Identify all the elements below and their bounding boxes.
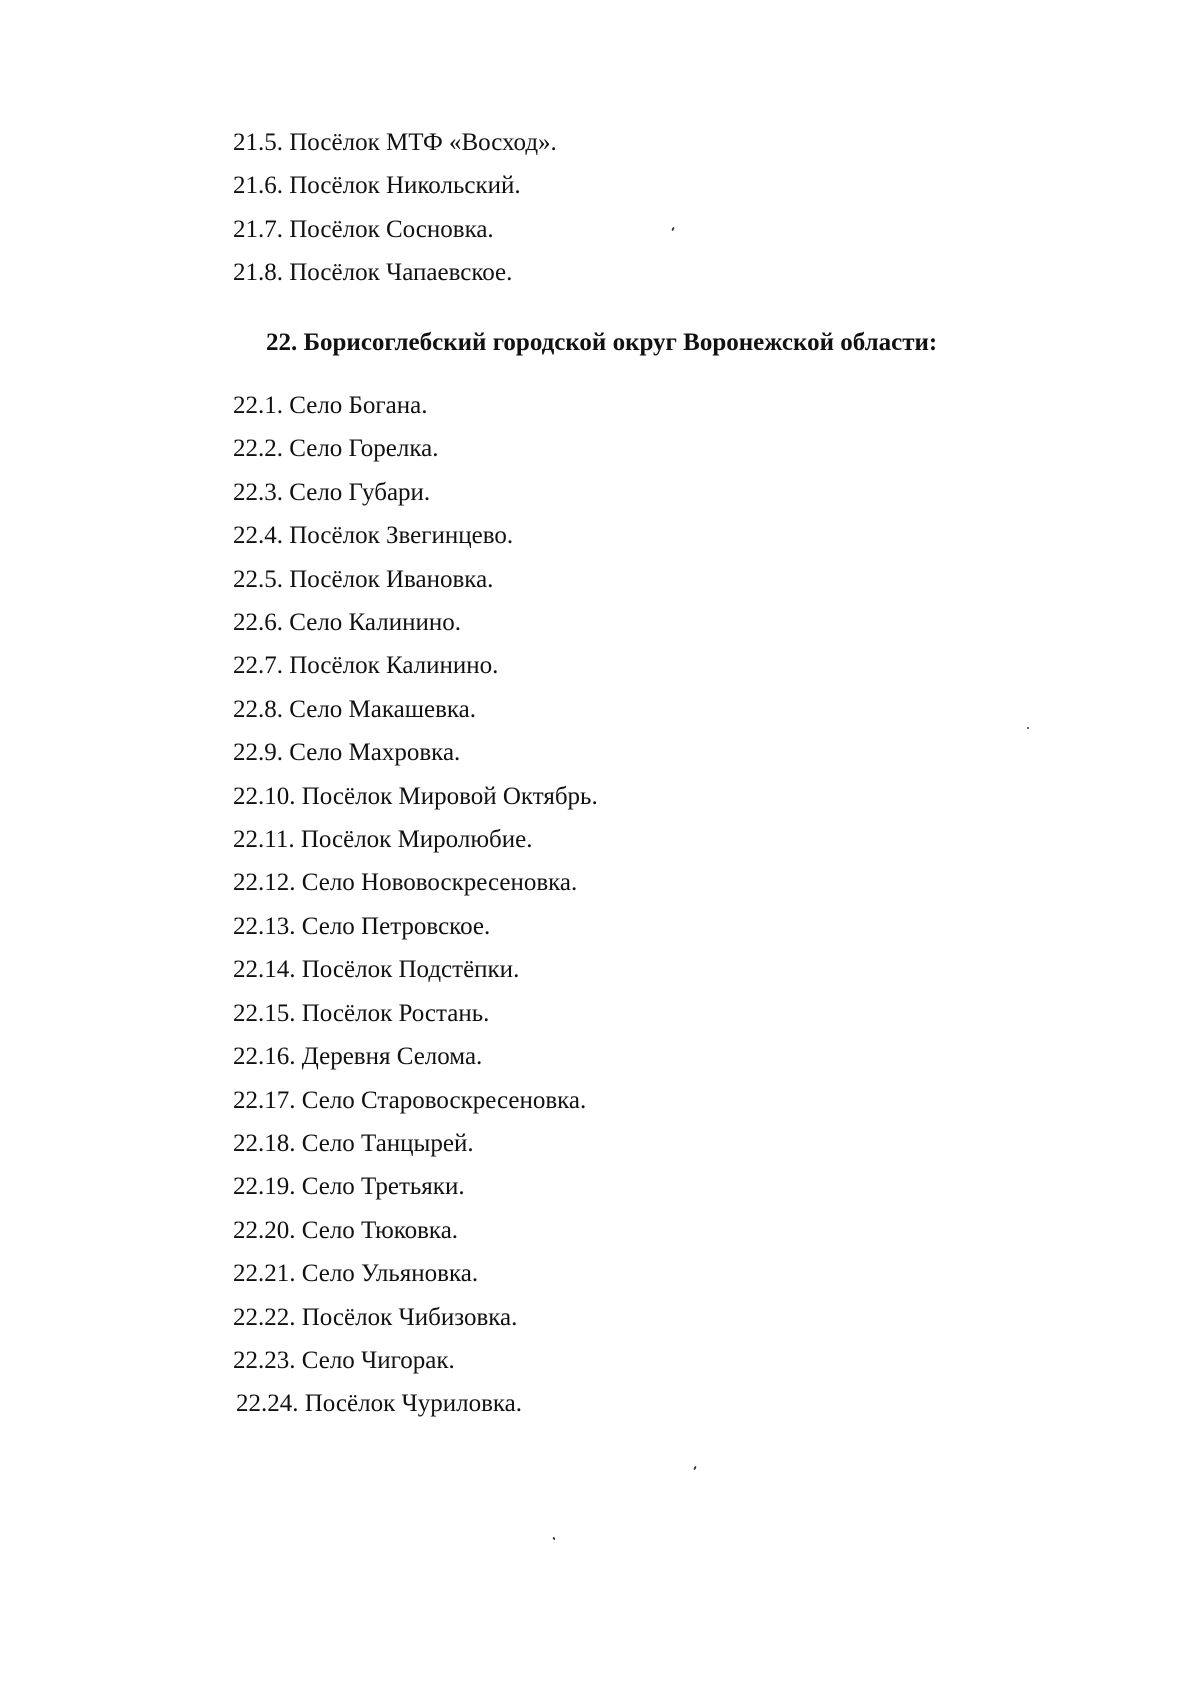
list-item: 22.13. Село Петровское. [233,912,491,940]
list-item: 22.11. Посёлок Миролюбие. [233,826,533,854]
section-heading: 22. Борисоглебский городской округ Воронежской области: [266,329,938,356]
scan-speck [552,1537,555,1541]
scan-speck [693,1466,697,1470]
list-item: 22.18. Село Танцырей. [233,1129,474,1157]
list-item: 22.2. Село Горелка. [233,435,439,463]
list-item: 22.15. Посёлок Ростань. [233,999,490,1027]
list-item: 22.5. Посёлок Ивановка. [233,565,494,593]
list-item: 21.8. Посёлок Чапаевское. [233,259,513,287]
list-item: 22.3. Село Губари. [233,478,431,506]
list-item: 22.23. Село Чигорак. [233,1346,455,1374]
list-item: 22.20. Село Тюковка. [233,1216,459,1244]
list-item: 22.6. Село Калинино. [233,609,461,637]
list-item: 22.14. Посёлок Подстёпки. [233,956,520,984]
list-item: 22.24. Посёлок Чуриловка. [236,1390,523,1418]
list-item: 21.5. Посёлок МТФ «Восход». [233,129,557,156]
list-item: 22.12. Село Нововоскресеновка. [233,869,578,897]
settlement-list-22 [233,384,598,1426]
list-item: 21.7. Посёлок Сосновка. [233,215,494,243]
list-item: 22.17. Село Старовоскресеновка. [233,1086,587,1114]
list-item: 22.22. Посёлок Чибизовка. [233,1303,518,1331]
list-item: 22.8. Село Макашевка. [233,695,477,723]
list-item: 22.7. Посёлок Калинино. [233,652,499,680]
scan-speck [671,227,675,231]
list-item: 22.1. Село Богана. [233,392,428,419]
list-item: 22.19. Село Третьяки. [233,1173,465,1201]
settlement-list-21 [233,121,557,295]
list-item: 22.16. Деревня Селома. [233,1043,483,1071]
list-item: 22.9. Село Махровка. [233,739,461,767]
list-item: 22.10. Посёлок Мировой Октябрь. [233,782,598,810]
scan-speck [1027,727,1029,729]
list-item: 21.6. Посёлок Никольский. [233,172,521,200]
list-item: 22.4. Посёлок Звегинцево. [233,522,514,550]
list-item: 22.21. Село Ульяновка. [233,1260,479,1288]
